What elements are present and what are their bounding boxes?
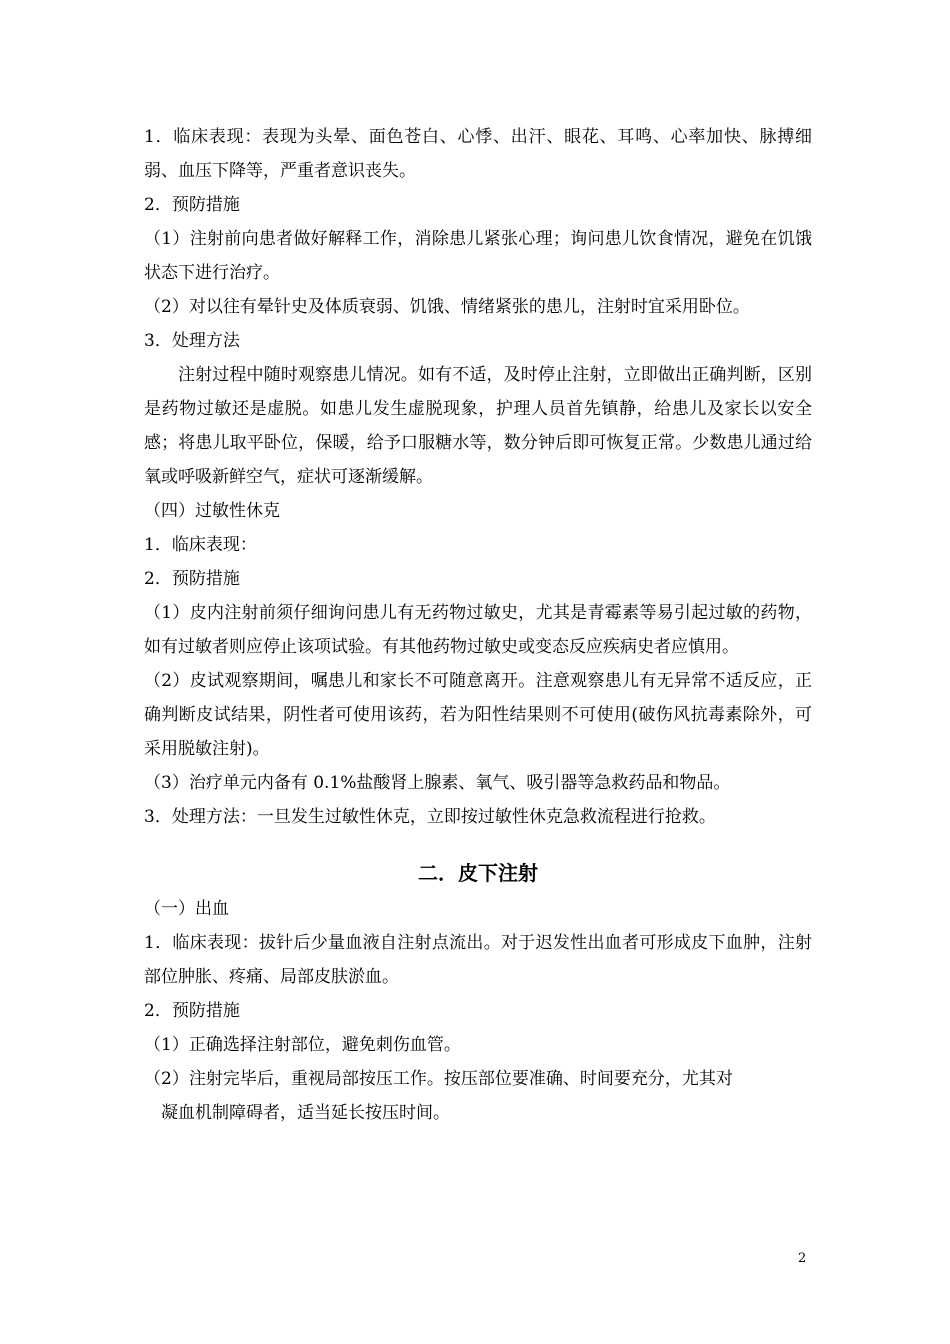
anaphylaxis-prevention-item-3: （3）治疗单元内备有 0.1%盐酸肾上腺素、氧气、吸引器等急救药品和物品。 <box>144 773 731 793</box>
prevention-item-1: （1）注射前向患者做好解释工作，消除患儿紧张心理；询问患儿饮食情况，避免在饥饿状态下进行治疗。 <box>144 229 812 283</box>
treatment-heading: 3．处理方法 <box>144 331 240 351</box>
bleeding-clinical-paragraph: 1．临床表现：拔针后少量血液自注射点流出。对于迟发性出血者可形成皮下血肿，注射部位肿胀、疼痛、局部皮肤淤血。 <box>144 933 812 987</box>
prevention-heading: 2．预防措施 <box>144 195 240 215</box>
anaphylaxis-treatment-paragraph: 3．处理方法：一旦发生过敏性休克，立即按过敏性休克急救流程进行抢救。 <box>144 807 716 827</box>
anaphylaxis-heading: （四）过敏性休克 <box>144 501 280 521</box>
section-title: 二．皮下注射 <box>418 861 538 885</box>
anaphylaxis-prevention-item-2: （2）皮试观察期间，嘱患儿和家长不可随意离开。注意观察患儿有无异常不适反应，正确判断皮试结果，阴性者可使用该药，若为阳性结果则不可使用(破伤风抗毒素除外，可采用脱敏注射)。 <box>144 671 812 759</box>
anaphylaxis-prevention-heading: 2．预防措施 <box>144 569 240 589</box>
bleeding-prevention-item-1: （1）正确选择注射部位，避免刺伤血管。 <box>144 1035 461 1055</box>
page-number: 2 <box>798 1251 807 1266</box>
bleeding-heading: （一）出血 <box>144 899 229 919</box>
anaphylaxis-clinical-heading: 1．临床表现： <box>144 535 257 555</box>
page-content <box>144 120 812 1130</box>
anaphylaxis-prevention-item-1: （1）皮内注射前须仔细询问患儿有无药物过敏史，尤其是青霉素等易引起过敏的药物，如有过敏者则应停止该项试验。有其他药物过敏史或变态反应疾病史者应慎用。 <box>144 603 812 657</box>
clinical-manifestation-paragraph: 1．临床表现：表现为头晕、面色苍白、心悸、出汗、眼花、耳鸣、心率加快、脉搏细弱、血压下降等，严重者意识丧失。 <box>144 127 812 181</box>
bleeding-prevention-heading: 2．预防措施 <box>144 1001 240 1021</box>
bleeding-prevention-item-2-line-1: （2）注射完毕后，重视局部按压工作。按压部位要准确、时间要充分，尤其对 <box>144 1069 733 1089</box>
prevention-item-2: （2）对以往有晕针史及体质衰弱、饥饿、情绪紧张的患儿，注射时宜采用卧位。 <box>144 297 750 317</box>
bleeding-prevention-item-2-line-2: 凝血机制障碍者，适当延长按压时间。 <box>161 1103 450 1123</box>
treatment-paragraph: 注射过程中随时观察患儿情况。如有不适，及时停止注射，立即做出正确判断，区别是药物过敏还是虚脱。如患儿发生虚脱现象，护理人员首先镇静，给患儿及家长以安全感；将患儿取平卧位，保暖，给予口服糖水等，数分钟后即可恢复正常。少数患儿通过给氧或呼吸新鲜空气，症状可逐渐缓解。 <box>144 365 812 487</box>
